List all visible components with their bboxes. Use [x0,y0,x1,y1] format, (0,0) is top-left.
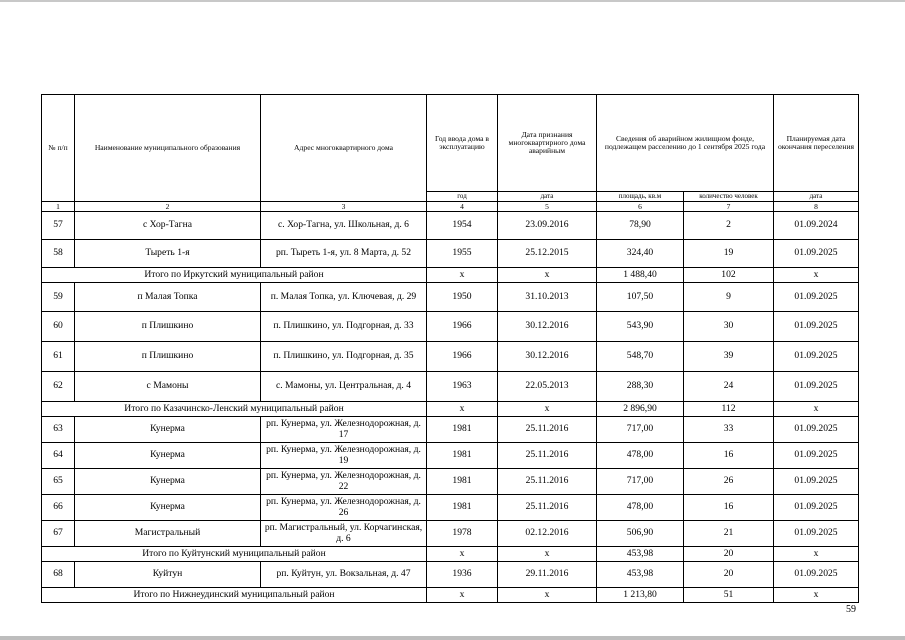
column-number: 7 [684,202,774,212]
planned-date: 01.09.2025 [774,372,859,402]
municipality-name: п Плишкино [75,342,261,372]
people-count: 9 [684,283,774,312]
house-address: рп. Кунерма, ул. Железнодорожная, д. 26 [261,495,427,521]
total-area: 453,98 [597,547,684,562]
total-year: x [427,547,498,562]
house-address: п. Плишкино, ул. Подгорная, д. 35 [261,342,427,372]
total-date: x [498,588,597,603]
row-number: 61 [42,342,75,372]
area-value: 717,00 [597,417,684,443]
municipality-name: Кунерма [75,417,261,443]
subheader-area: площадь, кв.м [597,192,684,202]
planned-date: 01.09.2025 [774,562,859,588]
row-number: 65 [42,469,75,495]
municipality-name: Тыреть 1-я [75,240,261,268]
total-people: 102 [684,268,774,283]
commission-year: 1954 [427,212,498,240]
column-number: 1 [42,202,75,212]
house-address: рп. Тыреть 1-я, ул. 8 Марта, д. 52 [261,240,427,268]
emergency-date: 23.09.2016 [498,212,597,240]
emergency-date: 02.12.2016 [498,521,597,547]
total-date: x [498,547,597,562]
table-row [42,562,859,588]
people-count: 20 [684,562,774,588]
total-year: x [427,268,498,283]
people-count: 33 [684,417,774,443]
people-count: 26 [684,469,774,495]
house-address: рп. Куйтун, ул. Вокзальная, д. 47 [261,562,427,588]
subheader-people: количество человек [684,192,774,202]
municipality-name: Магистральный [75,521,261,547]
row-number: 60 [42,312,75,342]
people-count: 16 [684,443,774,469]
area-value: 506,90 [597,521,684,547]
total-plan: x [774,588,859,603]
table-row [42,372,859,402]
column-number: 8 [774,202,859,212]
emergency-date: 25.11.2016 [498,469,597,495]
municipality-name: Кунерма [75,443,261,469]
planned-date: 01.09.2025 [774,521,859,547]
total-area: 1 213,80 [597,588,684,603]
total-area: 1 488,40 [597,268,684,283]
people-count: 39 [684,342,774,372]
emergency-date: 22.05.2013 [498,372,597,402]
emergency-date: 25.11.2016 [498,495,597,521]
table-row [42,342,859,372]
commission-year: 1981 [427,417,498,443]
table-row [42,212,859,240]
area-value: 717,00 [597,469,684,495]
emergency-date: 31.10.2013 [498,283,597,312]
column-numbers-row [42,202,859,212]
total-row [42,588,859,603]
header-number: № п/п [42,95,75,202]
scan-edge-top [0,0,905,2]
total-plan: x [774,547,859,562]
emergency-housing-table [41,94,859,603]
total-area: 2 896,90 [597,402,684,417]
house-address: рп. Кунерма, ул. Железнодорожная, д. 19 [261,443,427,469]
people-count: 21 [684,521,774,547]
header-commission-year: Год ввода дома в эксплуатацию [427,95,498,192]
table-row [42,283,859,312]
page-number: 59 [846,604,856,615]
municipality-name: Кунерма [75,469,261,495]
area-value: 107,50 [597,283,684,312]
commission-year: 1978 [427,521,498,547]
total-label: Итого по Нижнеудинский муниципальный район [42,588,427,603]
total-year: x [427,588,498,603]
area-value: 288,30 [597,372,684,402]
header-address: Адрес многоквартирного дома [261,95,427,202]
header-row [42,95,859,192]
header-housing-info: Сведения об аварийном жилищном фонде, подлежащем расселению до 1 сентября 2025 года [597,95,774,192]
area-value: 324,40 [597,240,684,268]
house-address: рп. Магистральный, ул. Корчагинская, д. 6 [261,521,427,547]
row-number: 68 [42,562,75,588]
subheader-date: дата [498,192,597,202]
table-row [42,312,859,342]
emergency-date: 30.12.2016 [498,312,597,342]
column-number: 3 [261,202,427,212]
house-address: п. Плишкино, ул. Подгорная, д. 33 [261,312,427,342]
planned-date: 01.09.2024 [774,212,859,240]
area-value: 78,90 [597,212,684,240]
people-count: 24 [684,372,774,402]
emergency-date: 30.12.2016 [498,342,597,372]
total-people: 112 [684,402,774,417]
total-people: 20 [684,547,774,562]
table-row [42,495,859,521]
commission-year: 1966 [427,312,498,342]
column-number: 5 [498,202,597,212]
total-label: Итого по Куйтунский муниципальный район [42,547,427,562]
header-municipality: Наименование муниципального образования [75,95,261,202]
people-count: 16 [684,495,774,521]
total-plan: x [774,402,859,417]
column-number: 6 [597,202,684,212]
commission-year: 1950 [427,283,498,312]
header-planned-date: Планируемая дата окончания переселения [774,95,859,192]
total-label: Итого по Казачинско-Ленский муниципальный район [42,402,427,417]
area-value: 548,70 [597,342,684,372]
total-year: x [427,402,498,417]
column-number: 2 [75,202,261,212]
planned-date: 01.09.2025 [774,417,859,443]
commission-year: 1981 [427,443,498,469]
people-count: 19 [684,240,774,268]
planned-date: 01.09.2025 [774,495,859,521]
planned-date: 01.09.2025 [774,312,859,342]
row-number: 64 [42,443,75,469]
planned-date: 01.09.2025 [774,283,859,312]
municipality-name: Кунерма [75,495,261,521]
planned-date: 01.09.2025 [774,342,859,372]
planned-date: 01.09.2025 [774,443,859,469]
municipality-name: с Мамоны [75,372,261,402]
area-value: 453,98 [597,562,684,588]
total-row [42,402,859,417]
row-number: 59 [42,283,75,312]
total-date: x [498,268,597,283]
area-value: 543,90 [597,312,684,342]
emergency-date: 25.12.2015 [498,240,597,268]
municipality-name: с Хор-Тагна [75,212,261,240]
row-number: 62 [42,372,75,402]
scan-edge-bottom [0,636,905,640]
total-row [42,547,859,562]
table-row [42,240,859,268]
total-date: x [498,402,597,417]
commission-year: 1966 [427,342,498,372]
column-number: 4 [427,202,498,212]
commission-year: 1981 [427,469,498,495]
table-row [42,521,859,547]
commission-year: 1936 [427,562,498,588]
house-address: с. Хор-Тагна, ул. Школьная, д. 6 [261,212,427,240]
total-label: Итого по Иркутский муниципальный район [42,268,427,283]
row-number: 67 [42,521,75,547]
house-address: рп. Кунерма, ул. Железнодорожная, д. 22 [261,469,427,495]
emergency-date: 29.11.2016 [498,562,597,588]
commission-year: 1955 [427,240,498,268]
house-address: п. Малая Топка, ул. Ключевая, д. 29 [261,283,427,312]
total-people: 51 [684,588,774,603]
commission-year: 1981 [427,495,498,521]
table-row [42,417,859,443]
municipality-name: Куйтун [75,562,261,588]
house-address: с. Мамоны, ул. Центральная, д. 4 [261,372,427,402]
planned-date: 01.09.2025 [774,240,859,268]
emergency-date: 25.11.2016 [498,443,597,469]
row-number: 66 [42,495,75,521]
total-row [42,268,859,283]
total-plan: x [774,268,859,283]
table-row [42,469,859,495]
people-count: 30 [684,312,774,342]
row-number: 63 [42,417,75,443]
municipality-name: п Малая Топка [75,283,261,312]
area-value: 478,00 [597,495,684,521]
header-emergency-date: Дата признания многоквартирного дома аварийным [498,95,597,192]
commission-year: 1963 [427,372,498,402]
area-value: 478,00 [597,443,684,469]
municipality-name: п Плишкино [75,312,261,342]
subheader-plan-date: дата [774,192,859,202]
house-address: рп. Кунерма, ул. Железнодорожная, д. 17 [261,417,427,443]
row-number: 57 [42,212,75,240]
planned-date: 01.09.2025 [774,469,859,495]
subheader-year: год [427,192,498,202]
row-number: 58 [42,240,75,268]
table-row [42,443,859,469]
people-count: 2 [684,212,774,240]
emergency-date: 25.11.2016 [498,417,597,443]
